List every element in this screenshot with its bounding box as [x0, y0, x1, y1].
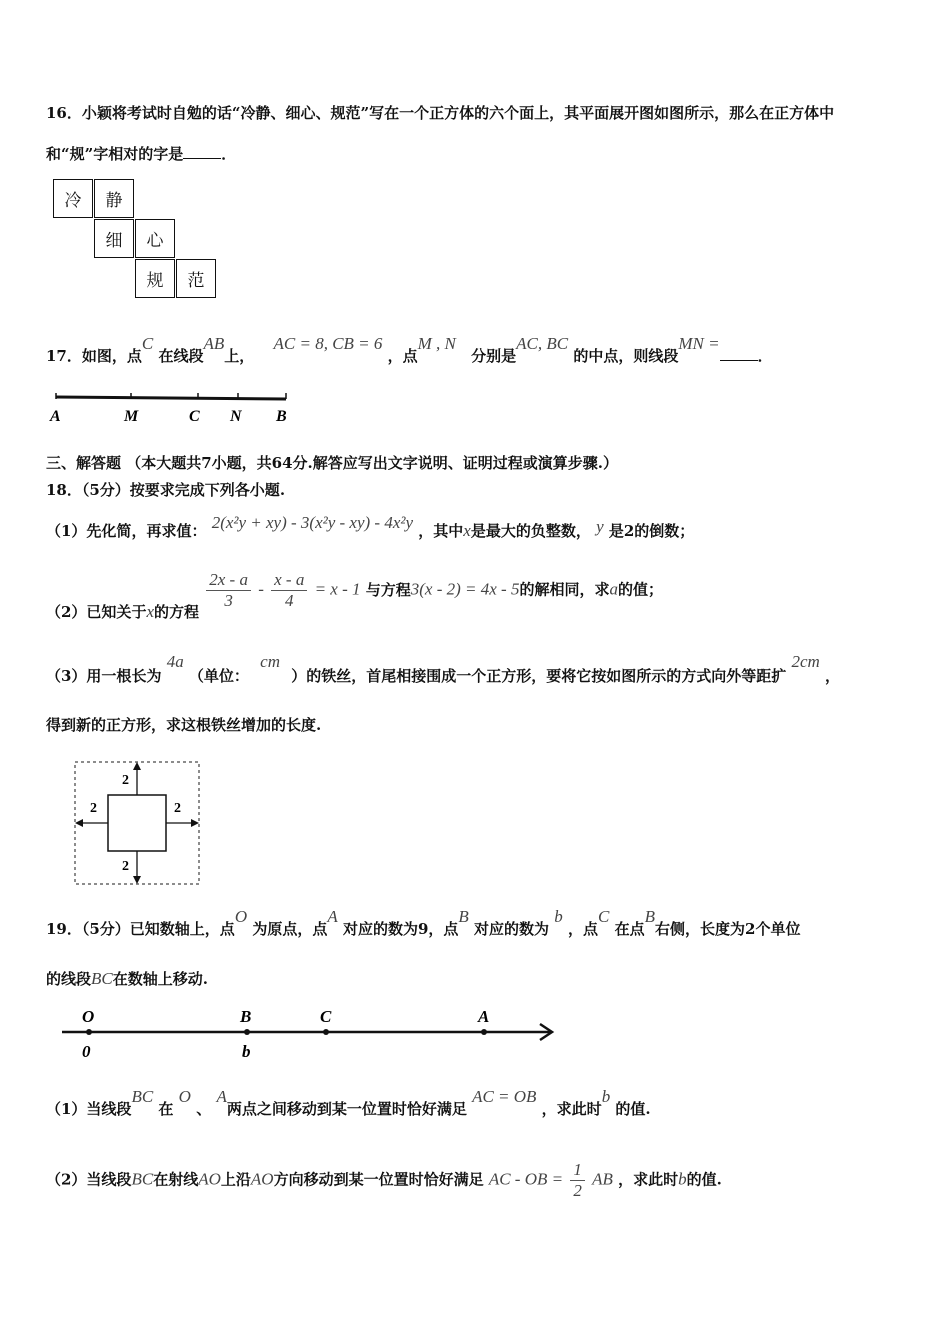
segment-figure [46, 385, 296, 425]
q19-math: O [234, 907, 248, 926]
q18-part3-line2: 得到新的正方形，求这根铁丝增加的长度. [46, 716, 322, 734]
q19-text: 的值. [615, 1100, 651, 1118]
q17-math: C [141, 334, 154, 353]
segment-line [56, 397, 286, 399]
q19-text: 方向移动到某一位置时恰好满足 [273, 1170, 484, 1189]
q17-text: 在线段 [158, 347, 204, 365]
point-label: B [276, 408, 287, 425]
q19-math: A [216, 1087, 227, 1106]
net-cell: 心 [135, 219, 175, 258]
q19-math: C [598, 907, 610, 926]
distance-label: 2 [174, 801, 181, 816]
point-label: M [124, 408, 139, 425]
q18-math: x [463, 521, 471, 540]
q18-text: （2）已知关于 [46, 602, 147, 621]
q16-line2-text: 和“规”字相对的字是 [46, 145, 184, 163]
q18-math: = x - 1 [314, 579, 361, 599]
number-line-figure [56, 1002, 561, 1064]
q18-math: x [146, 601, 154, 621]
q19-math: B [644, 907, 656, 926]
q18-text: ， [825, 667, 841, 685]
q19-math: AB [592, 1169, 613, 1189]
answer-blank [183, 146, 221, 159]
q19-math: AO [250, 1169, 274, 1189]
q17-math: AC, BC [516, 334, 569, 353]
axis-point-label: O [82, 1007, 95, 1026]
numerator: x - a [271, 570, 307, 591]
q17-text: ，点 [387, 347, 418, 365]
q19-text: 对应的数为9，点 [342, 920, 459, 938]
q19-text: 对应的数为 [474, 920, 550, 938]
q19-line1 [46, 907, 801, 939]
net-cell: 细 [94, 219, 134, 258]
q19-part2 [46, 1160, 722, 1201]
q19-math: A [327, 907, 338, 926]
q19-text: 的值. [686, 1170, 722, 1189]
q19-text: ，求此时 [541, 1100, 602, 1118]
distance-label: 2 [90, 801, 97, 816]
q19-text: 在 [158, 1100, 174, 1118]
q19-math: BC [131, 1087, 154, 1106]
arrowhead-right-icon [191, 819, 199, 827]
denominator: 4 [284, 591, 294, 610]
q17-math: AB [203, 334, 225, 353]
q17-text: 分别是 [471, 347, 517, 365]
net-cell: 静 [94, 179, 134, 218]
fraction [206, 570, 251, 611]
q19-part1 [46, 1087, 651, 1119]
q17-math: MN = [678, 334, 720, 353]
numerator: 2x - a [206, 570, 251, 591]
point-label: C [189, 408, 200, 425]
axis-point [323, 1029, 329, 1035]
net-cell: 规 [135, 259, 175, 298]
q19-text: 右侧，长度为2个单位 [655, 920, 801, 938]
q18-math: cm [260, 652, 280, 671]
distance-label: 2 [122, 773, 129, 788]
q18-math: 2cm [791, 652, 820, 671]
axis-point [244, 1029, 250, 1035]
q17-math: AC = 8, CB = 6 [273, 334, 383, 353]
q19-math: AC = OB [472, 1087, 537, 1106]
q18-part2 [46, 570, 663, 621]
arrowhead-left-icon [75, 819, 83, 827]
q16-line2 [46, 143, 236, 164]
q19-math: B [458, 907, 469, 926]
axis-value-label: 0 [82, 1042, 91, 1061]
q17-text: 的中点，则线段 [573, 347, 679, 365]
axis-point-label: C [320, 1007, 332, 1026]
q19-text: 上沿 [220, 1170, 251, 1189]
axis-point-label: B [240, 1007, 252, 1026]
q18-text: （1）先化简，再求值： [46, 522, 207, 540]
q18-expression: 2(x²y + xy) - 3(x²y - xy) - 4x²y [211, 513, 414, 532]
q18-text: 的方程 [154, 602, 200, 621]
q18-text: 是最大的负整数， [470, 522, 591, 540]
q18-text: 与方程 [365, 580, 411, 599]
q19-math: BC [131, 1169, 154, 1189]
arrowhead-up-icon [133, 762, 141, 770]
distance-label: 2 [122, 859, 129, 874]
q19-math: BC [91, 969, 113, 988]
q18-math: a [609, 579, 618, 599]
q19-math: AC - OB = [488, 1169, 564, 1189]
q17-math: M , N [417, 334, 456, 353]
q16-line1: 16．小颖将考试时自勉的话“冷静、细心、规范”写在一个正方体的六个面上，其平面展开图如图所示，那么在正方体中 [46, 104, 835, 122]
numerator: 1 [570, 1160, 585, 1181]
q19-math: AO [198, 1169, 221, 1189]
q18-text: （单位： [188, 667, 249, 685]
axis-point [481, 1029, 487, 1035]
minus: - [258, 579, 264, 599]
q19-math: b [678, 1169, 687, 1189]
q17-text: ． [757, 347, 773, 365]
point-label: N [230, 408, 242, 425]
q19-text: （2）当线段 [46, 1170, 132, 1189]
q17-line [46, 334, 773, 366]
denominator: 2 [573, 1181, 582, 1200]
axis-point-label: A [478, 1007, 490, 1026]
q19-text: 为原点，点 [252, 920, 328, 938]
q19-math: O [178, 1087, 191, 1106]
axis-point [86, 1029, 92, 1035]
q19-math: b [601, 1087, 611, 1106]
q17-text: 上， [224, 347, 255, 365]
square-expansion-figure [70, 757, 205, 889]
q18-text: 的解相同，求 [519, 580, 610, 599]
q16-line2-end: ． [221, 145, 237, 163]
q19-line2 [46, 968, 208, 989]
net-cell: 范 [176, 259, 216, 298]
q19-text: 19．（5分）已知数轴上，点 [46, 920, 235, 938]
q18-math: y [596, 517, 604, 536]
q19-math: b [554, 907, 563, 926]
point-label: A [50, 408, 61, 425]
q19-text: 在点 [614, 920, 645, 938]
q18-part3 [46, 652, 841, 686]
arrowhead-down-icon [133, 876, 141, 884]
q19-text: ，点 [568, 920, 599, 938]
net-cell: 冷 [53, 179, 93, 218]
q18-math: 3(x - 2) = 4x - 5 [410, 579, 520, 599]
section-heading: 三、解答题 （本大题共7小题，共64分.解答应写出文字说明、证明过程或演算步骤.） [46, 454, 618, 472]
q18-math: 4a [166, 652, 184, 671]
fraction [570, 1160, 585, 1201]
q19-text: （1）当线段 [46, 1100, 132, 1118]
q18-text: ，其中 [418, 522, 464, 540]
q18-text: 是2的倒数； [608, 522, 695, 540]
q19-text: ，求此时 [618, 1170, 679, 1189]
q18-title: 18．（5分）按要求完成下列各小题. [46, 481, 286, 499]
q17-text: 17．如图，点 [46, 347, 142, 365]
answer-blank [720, 348, 758, 361]
q18-text: （3）用一根长为 [46, 667, 162, 685]
q19-text: 的线段 [46, 970, 92, 988]
inner-square [108, 795, 166, 851]
q18-text: 的值； [617, 580, 663, 599]
fraction [271, 570, 307, 611]
axis-value-label: b [242, 1042, 251, 1061]
q19-text: 在数轴上移动. [112, 970, 208, 988]
q19-text: 两点之间移动到某一位置时恰好满足 [226, 1100, 467, 1118]
denominator: 3 [224, 591, 233, 610]
q19-text: 在射线 [153, 1170, 199, 1189]
q19-text: 、 [196, 1100, 212, 1118]
q18-part1 [46, 513, 695, 541]
q18-text: ）的铁丝，首尾相接围成一个正方形，要将它按如图所示的方式向外等距扩 [291, 667, 787, 685]
